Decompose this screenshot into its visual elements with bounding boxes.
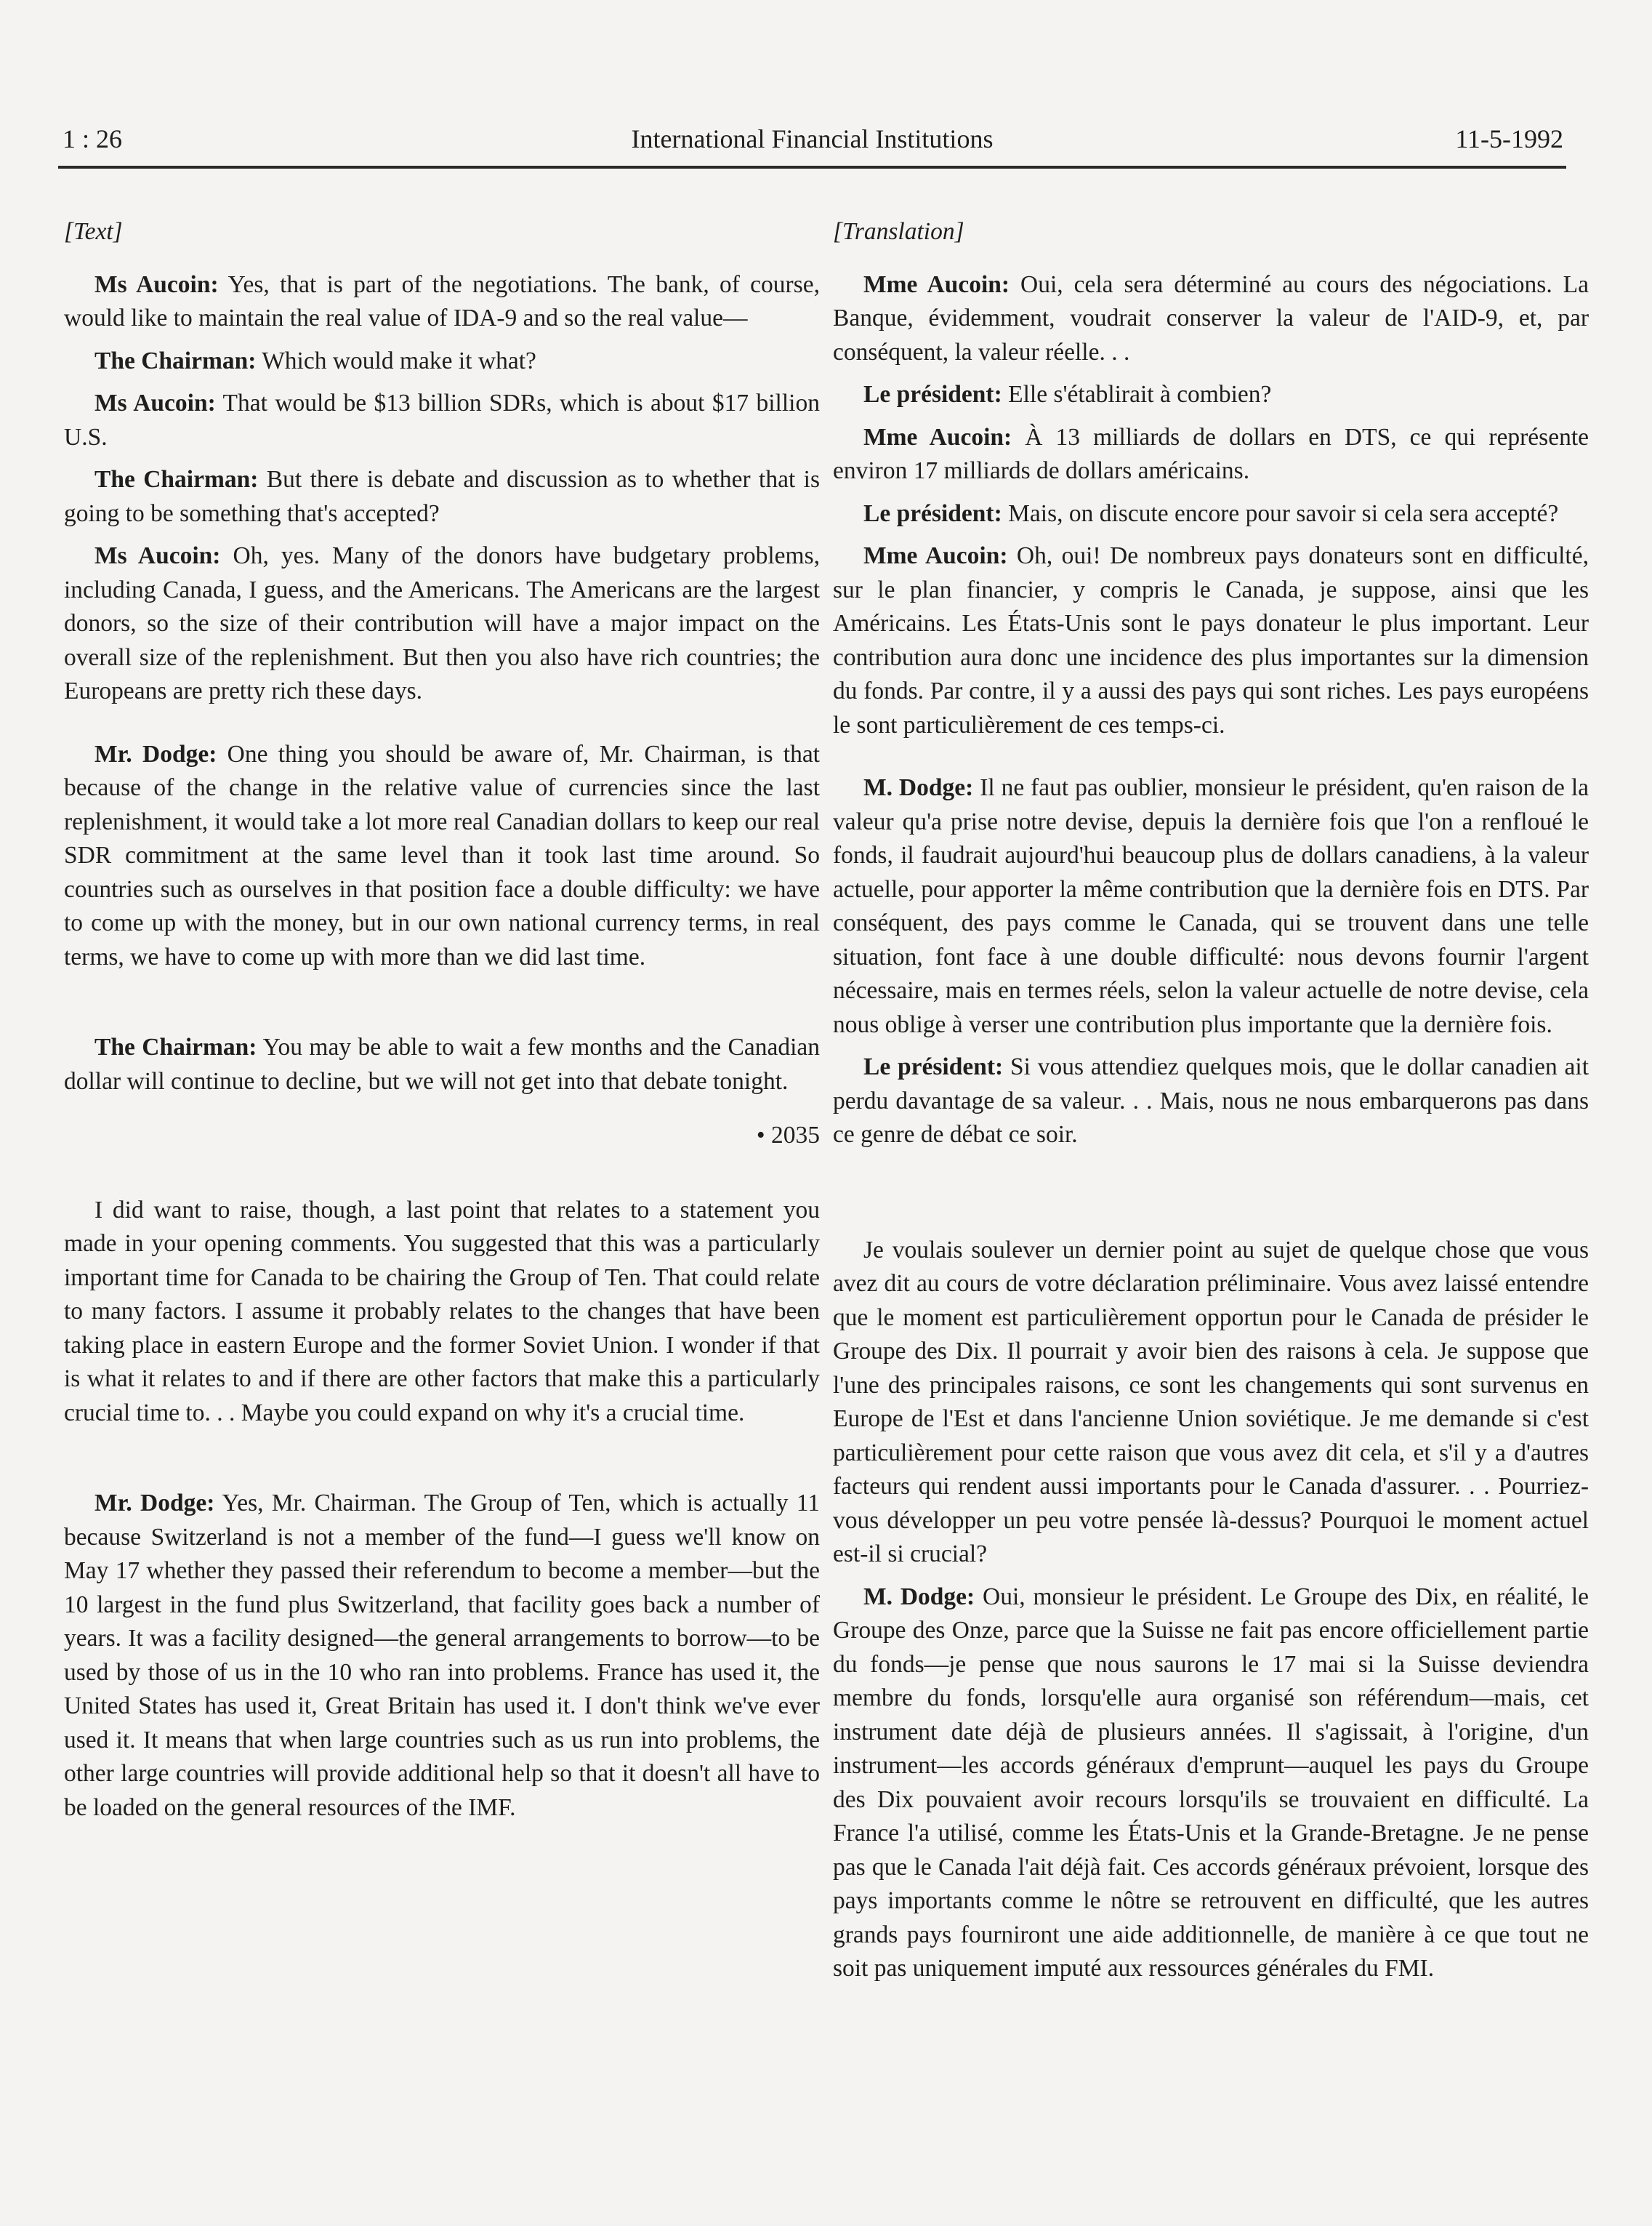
speaker-name: M. Dodge: — [863, 774, 974, 801]
paragraph — [833, 539, 1589, 742]
speech-text: Oui, monsieur le président. Le Groupe des Dix, en réalité, le Groupe des Onze, parce que la Suisse ne fait pas encore officiellement partie du fonds—je pense que nous saurons le 17 mai si la Suisse deviendra membre du fonds, lorsqu'elle aura organisé son référendum—mais, cet instrument date déjà de plusieurs années. Il s'agissait, à l'origine, d'un instrument—les accords généraux d'emprunt—auquel les pays du Groupe des Dix pouvaient avoir recours lorsqu'ils se trouvaient en difficulté. La France l'a utilisé, comme les États-Unis et la Grande-Bretagne. Je ne pense pas que le Canada l'ait déjà fait. Ces accords généraux prévoient, lorsque des pays importants comme le nôtre se retrouvent en difficulté, que les autres grands pays fourniront une aide additionnelle, de manière à ce que tout ne soit pas uniquement imputé aux ressources générales du FMI. — [833, 1583, 1589, 1982]
paragraph — [64, 539, 820, 709]
paragraph: Je voulais soulever un dernier point au sujet de quelque chose que vous avez dit au cours de votre déclaration préliminaire. Vous avez laissé entendre que le moment est particulièrement opportun pour le Canada de présider le Groupe des Dix. Il pourrait y avoir bien des raisons à cela. Je suppose que l'une des principales raisons, ce sont les changements qui sont survenus en Europe de l'Est et dans l'ancienne Union soviétique. Je me demande si c'est particulièrement pour cette raison que vous avez dit cela, et s'il y a d'autres facteurs qui rendent aussi importants pour le Canada d'assurer. . . Pourriez-vous développer un peu votre pensée là-dessus? Pourquoi le moment actuel est-il si crucial? — [833, 1236, 1589, 1567]
speech-text: But there is debate and discussion as to whether that is going to be something that's accepted? — [64, 466, 820, 527]
speaker-name: Mme Aucoin: — [863, 423, 1012, 451]
speech-text: Mais, on discute encore pour savoir si cela sera accepté? — [1002, 499, 1559, 527]
paragraph — [64, 1487, 820, 1825]
page-header — [58, 122, 1566, 169]
speaker-name: The Chairman: — [94, 1034, 257, 1061]
paragraph — [833, 421, 1589, 489]
speech-text: One thing you should be aware of, Mr. Chairman, is that because of the change in the relative value of currencies since the last replenishment, it would take a lot more real Canadian dollars to keep our real SDR commitment at the same level than it took last time around. So countries such as ourselves in that position face a double difficulty: we have to come up with the money, but in our own national currency terms, in real terms, we have to come up with more than we did last time. — [64, 740, 820, 971]
speech-text: That would be $13 billion SDRs, which is about $17 billion U.S. — [64, 390, 820, 451]
paragraph — [833, 1050, 1589, 1152]
paragraph — [64, 268, 820, 336]
translation-label: [Translation] — [833, 218, 964, 245]
speech-text: À 13 milliards de dollars en DTS, ce qui représente environ 17 milliards de dollars américains. — [833, 423, 1589, 484]
sitting-date: 11-5-1992 — [1455, 124, 1563, 153]
paragraph — [64, 387, 820, 454]
speaker-name: Le président: — [863, 1053, 1004, 1080]
running-title: International Financial Institutions — [631, 124, 994, 153]
paragraph — [833, 1580, 1589, 1986]
speaker-name: Le président: — [863, 499, 1002, 527]
speech-text: Elle s'établirait à combien? — [1002, 381, 1272, 408]
french-column — [833, 215, 1589, 1995]
english-column — [64, 215, 820, 1833]
speaker-name: M. Dodge: — [863, 1583, 975, 1610]
speech-text: Il ne faut pas oublier, monsieur le président, qu'en raison de la valeur qu'a prise notre devise, depuis la dernière fois que l'on a renfloué le fonds, il faudrait aujourd'hui beaucoup plus de dollars canadiens, à la valeur actuelle, pour apporter la même contribution que la dernière fois en DTS. Par conséquent, des pays comme le Canada, qui se trouvent dans une telle situation, font face à une double difficulté: nous devons fournir l'argent nécessaire, mais en termes réels, selon la valeur actuelle de notre devise, cela nous oblige à verser une contribution plus importante que la dernière fois. — [833, 774, 1589, 1038]
speaker-name: The Chairman: — [94, 466, 259, 493]
paragraph — [64, 1031, 820, 1098]
speaker-name: Mme Aucoin: — [863, 542, 1008, 569]
speaker-name: Ms Aucoin: — [94, 542, 221, 569]
paragraph — [833, 497, 1589, 531]
text-label: [Text] — [64, 218, 123, 245]
speech-text: You may be able to wait a few months and the Canadian dollar will continue to decline, but we will not get into that debate tonight. — [64, 1034, 820, 1095]
speech-text: Oh, oui! De nombreux pays donateurs sont en difficulté, sur le plan financier, y compris le Canada, je suppose, ainsi que les Américains. Les États-Unis sont le pays donateur le plus important. Leur contribution aura donc une incidence des plus importantes sur la dimension du fonds. Par contre, il y a aussi des pays qui sont riches. Les pays européens le sont particulièrement de ces temps-ci. — [833, 542, 1589, 739]
speaker-name: Ms Aucoin: — [94, 270, 219, 298]
speaker-name: Mr. Dodge: — [94, 1490, 215, 1516]
speaker-name: Mme Aucoin: — [863, 270, 1010, 298]
speaker-name: Ms Aucoin: — [94, 390, 216, 417]
speech-text: Si vous attendiez quelques mois, que le dollar canadien ait perdu davantage de sa valeur. . . Mais, nous ne nous embarquerons pas dans ce genre de débat ce soir. — [833, 1053, 1589, 1148]
speaker-name: The Chairman: — [94, 347, 257, 374]
speaker-name: Le président: — [863, 381, 1002, 408]
speech-text: Yes, that is part of the negotiations. The bank, of course, would like to maintain the real value of IDA-9 and so the real value— — [64, 270, 820, 332]
paragraph — [833, 771, 1589, 1042]
speech-text: Yes, Mr. Chairman. The Group of Ten, which is actually 11 because Switzerland is not a member of the fund—I guess we'll know on May 17 whether they passed their referendum to become a member—but the 10 largest in the fund plus Switzerland, that facility goes back a number of years. It was a facility designed—the general arrangements to borrow—to be used by those of us in the 10 who ran into problems. France has used it, the United States has used it, Great Britain has used it. I don't think we've ever used it. It means that when large countries such as us run into problems, the other large countries will provide additional help so that it doesn't all have to be loaded on the general resources of the IMF. — [64, 1490, 820, 1821]
speaker-name: Mr. Dodge: — [94, 740, 217, 768]
paragraph — [64, 345, 820, 379]
paragraph — [833, 378, 1589, 412]
time-marker: • 2035 — [756, 1122, 820, 1149]
paragraph — [64, 738, 820, 975]
paragraph — [64, 463, 820, 531]
speech-text: Oui, cela sera déterminé au cours des négociations. La Banque, évidemment, voudrait conserver la valeur de l'AID-9, et, par conséquent, la valeur réelle. . . — [833, 270, 1589, 366]
speech-text: Which would make it what? — [256, 347, 536, 374]
paragraph: I did want to raise, though, a last point that relates to a statement you made in your opening comments. You suggested that this was a particularly important time for Canada to be chairing the Group of Ten. That could relate to many factors. I assume it probably relates to the changes that have been taking place in eastern Europe and the former Soviet Union. I wonder if that is what it relates to and if there are other factors that make this a particularly crucial time to. . . Maybe you could expand on why it's a crucial time. — [64, 1196, 820, 1426]
speech-text: Oh, yes. Many of the donors have budgetary problems, including Canada, I guess, and the Americans. The Americans are the largest donors, so the size of their contribution will have a major impact on the overall size of the replenishment. But then you also have rich countries; the Europeans are pretty rich these days. — [64, 542, 820, 704]
paragraph — [833, 268, 1589, 370]
page-number: 1 : 26 — [63, 124, 123, 153]
